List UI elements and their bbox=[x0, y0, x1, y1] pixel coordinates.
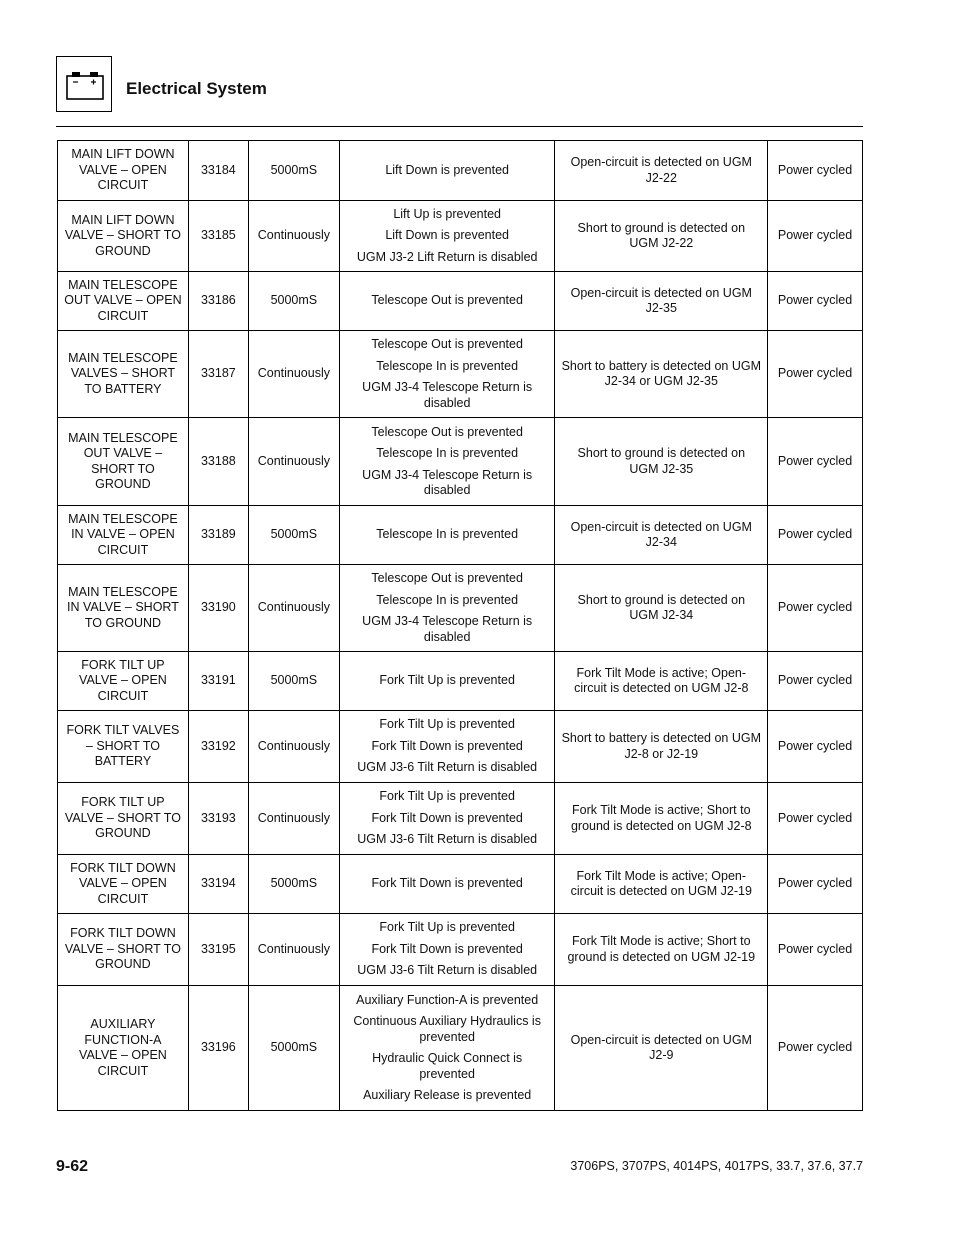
detection-time-cell: Continuously bbox=[248, 565, 339, 652]
detection-time-cell: Continuously bbox=[248, 331, 339, 418]
recovery-cell: Power cycled bbox=[768, 201, 863, 272]
action-item: Hydraulic Quick Connect is prevented bbox=[372, 1051, 523, 1081]
action-cell bbox=[339, 272, 555, 331]
fault-name-cell: MAIN LIFT DOWN VALVE – SHORT TO GROUND bbox=[58, 201, 189, 272]
fault-condition-cell: Short to battery is detected on UGM J2-8 or J2-19 bbox=[555, 711, 768, 783]
fault-code-cell: 33188 bbox=[188, 418, 248, 506]
fault-name-cell: MAIN TELESCOPE IN VALVE – SHORT TO GROUND bbox=[58, 565, 189, 652]
detection-time-cell: Continuously bbox=[248, 783, 339, 855]
recovery-cell: Power cycled bbox=[768, 141, 863, 201]
table-row bbox=[58, 418, 863, 506]
fault-name-cell: MAIN TELESCOPE OUT VALVE – OPEN CIRCUIT bbox=[58, 272, 189, 331]
table-row bbox=[58, 711, 863, 783]
action-item: Telescope In is prevented bbox=[376, 527, 519, 542]
battery-icon-box bbox=[56, 56, 112, 112]
fault-name-cell: FORK TILT UP VALVE – SHORT TO GROUND bbox=[58, 783, 189, 855]
action-item: Telescope In is prevented bbox=[376, 592, 519, 607]
recovery-cell: Power cycled bbox=[768, 331, 863, 418]
fault-code-cell: 33194 bbox=[188, 855, 248, 914]
table-row bbox=[58, 506, 863, 565]
fault-condition-cell: Short to ground is detected on UGM J2-34 bbox=[555, 565, 768, 652]
fault-code-cell: 33186 bbox=[188, 272, 248, 331]
action-cell bbox=[339, 711, 555, 783]
action-item: Fork Tilt Up is prevented bbox=[379, 789, 515, 804]
fault-condition-cell: Fork Tilt Mode is active; Open-circuit is detected on UGM J2-8 bbox=[555, 652, 768, 711]
action-item: Telescope Out is prevented bbox=[371, 337, 523, 351]
action-cell bbox=[339, 783, 555, 855]
action-cell bbox=[339, 652, 555, 711]
fault-code-cell: 33195 bbox=[188, 914, 248, 986]
fault-code-cell: 33191 bbox=[188, 652, 248, 711]
detection-time-cell: 5000mS bbox=[248, 506, 339, 565]
fault-condition-cell: Open-circuit is detected on UGM J2-22 bbox=[555, 141, 768, 201]
fault-name-cell: MAIN TELESCOPE VALVES – SHORT TO BATTERY bbox=[58, 331, 189, 418]
action-item: Telescope Out is prevented bbox=[371, 424, 523, 439]
detection-time-cell: 5000mS bbox=[248, 986, 339, 1111]
table-row bbox=[58, 855, 863, 914]
fault-name-cell: AUXILIARY FUNCTION-A VALVE – OPEN CIRCUIT bbox=[58, 986, 189, 1111]
recovery-cell: Power cycled bbox=[768, 272, 863, 331]
fault-name-cell: FORK TILT DOWN VALVE – SHORT TO GROUND bbox=[58, 914, 189, 986]
fault-condition-cell: Short to ground is detected on UGM J2-22 bbox=[555, 201, 768, 272]
action-item: Fork Tilt Up is prevented bbox=[379, 673, 515, 688]
detection-time-cell: 5000mS bbox=[248, 272, 339, 331]
recovery-cell: Power cycled bbox=[768, 506, 863, 565]
table-row bbox=[58, 783, 863, 855]
table-row bbox=[58, 141, 863, 201]
action-item: Fork Tilt Down is prevented bbox=[371, 738, 523, 753]
fault-code-cell: 33193 bbox=[188, 783, 248, 855]
action-item: Lift Down is prevented bbox=[385, 228, 509, 243]
fault-code-cell: 33190 bbox=[188, 565, 248, 652]
fault-condition-cell: Short to ground is detected on UGM J2-35 bbox=[555, 418, 768, 506]
action-item: Fork Tilt Down is prevented bbox=[371, 810, 523, 825]
action-item: UGM J3-4 Telescope Return is disabled bbox=[362, 467, 533, 497]
action-item: Fork Tilt Up is prevented bbox=[379, 717, 515, 732]
action-item: UGM J3-4 Telescope Return is disabled bbox=[362, 614, 533, 644]
action-item: Lift Down is prevented bbox=[385, 162, 509, 177]
action-cell bbox=[339, 986, 555, 1111]
fault-name-cell: FORK TILT DOWN VALVE – OPEN CIRCUIT bbox=[58, 855, 189, 914]
table-row bbox=[58, 201, 863, 272]
table-row bbox=[58, 565, 863, 652]
table-row bbox=[58, 272, 863, 331]
fault-name-cell: FORK TILT UP VALVE – OPEN CIRCUIT bbox=[58, 652, 189, 711]
detection-time-cell: Continuously bbox=[248, 418, 339, 506]
action-item: Telescope In is prevented bbox=[376, 358, 519, 373]
action-item: Lift Up is prevented bbox=[393, 206, 502, 221]
fault-condition-cell: Fork Tilt Mode is active; Short to ground is detected on UGM J2-19 bbox=[555, 914, 768, 986]
fault-condition-cell: Open-circuit is detected on UGM J2-35 bbox=[555, 272, 768, 331]
detection-time-cell: Continuously bbox=[248, 711, 339, 783]
fault-condition-cell: Fork Tilt Mode is active; Short to ground is detected on UGM J2-8 bbox=[555, 783, 768, 855]
fault-condition-cell: Open-circuit is detected on UGM J2-34 bbox=[555, 506, 768, 565]
table-row bbox=[58, 331, 863, 418]
action-item: UGM J3-4 Telescope Return is disabled bbox=[362, 380, 533, 410]
detection-time-cell: 5000mS bbox=[248, 855, 339, 914]
action-item: Telescope Out is prevented bbox=[371, 571, 523, 585]
model-list: 3706PS, 3707PS, 4014PS, 4017PS, 33.7, 37.6, 37.7 bbox=[570, 1159, 863, 1173]
fault-code-cell: 33187 bbox=[188, 331, 248, 418]
fault-code-cell: 33196 bbox=[188, 986, 248, 1111]
action-item: UGM J3-2 Lift Return is disabled bbox=[356, 249, 538, 264]
action-item: Continuous Auxiliary Hydraulics is prevented bbox=[353, 1014, 541, 1044]
header-divider bbox=[56, 126, 863, 127]
action-cell bbox=[339, 565, 555, 652]
action-cell bbox=[339, 914, 555, 986]
action-item: UGM J3-6 Tilt Return is disabled bbox=[357, 760, 538, 775]
action-item: Auxiliary Release is prevented bbox=[363, 1088, 532, 1102]
action-item: Telescope In is prevented bbox=[376, 446, 519, 460]
table-row bbox=[58, 652, 863, 711]
action-cell bbox=[339, 855, 555, 914]
action-item: Auxiliary Function-A is prevented bbox=[356, 992, 539, 1007]
action-item: Fork Tilt Down is prevented bbox=[371, 941, 523, 956]
fault-code-cell: 33184 bbox=[188, 141, 248, 201]
battery-icon bbox=[57, 57, 111, 111]
recovery-cell: Power cycled bbox=[768, 565, 863, 652]
action-cell bbox=[339, 201, 555, 272]
recovery-cell: Power cycled bbox=[768, 855, 863, 914]
action-cell bbox=[339, 141, 555, 201]
fault-name-cell: MAIN LIFT DOWN VALVE – OPEN CIRCUIT bbox=[58, 141, 189, 201]
action-item: Telescope Out is prevented bbox=[371, 293, 523, 308]
fault-code-cell: 33189 bbox=[188, 506, 248, 565]
detection-time-cell: Continuously bbox=[248, 201, 339, 272]
recovery-cell: Power cycled bbox=[768, 711, 863, 783]
action-item: Fork Tilt Up is prevented bbox=[379, 920, 515, 935]
action-cell bbox=[339, 418, 555, 506]
detection-time-cell: Continuously bbox=[248, 914, 339, 986]
fault-condition-cell: Open-circuit is detected on UGM J2-9 bbox=[555, 986, 768, 1111]
table-row bbox=[58, 914, 863, 986]
page-number: 9-62 bbox=[56, 1158, 89, 1175]
recovery-cell: Power cycled bbox=[768, 986, 863, 1111]
action-cell bbox=[339, 506, 555, 565]
action-cell bbox=[339, 331, 555, 418]
table-row bbox=[58, 986, 863, 1111]
detection-time-cell: 5000mS bbox=[248, 652, 339, 711]
detection-time-cell: 5000mS bbox=[248, 141, 339, 201]
fault-name-cell: MAIN TELESCOPE OUT VALVE – SHORT TO GROUND bbox=[58, 418, 189, 506]
action-item: Fork Tilt Down is prevented bbox=[371, 876, 523, 891]
action-item: UGM J3-6 Tilt Return is disabled bbox=[357, 832, 538, 847]
fault-name-cell: MAIN TELESCOPE IN VALVE – OPEN CIRCUIT bbox=[58, 506, 189, 565]
fault-condition-cell: Short to battery is detected on UGM J2-34 or UGM J2-35 bbox=[555, 331, 768, 418]
fault-code-cell: 33185 bbox=[188, 201, 248, 272]
fault-code-cell: 33192 bbox=[188, 711, 248, 783]
fault-condition-cell: Fork Tilt Mode is active; Open-circuit is detected on UGM J2-19 bbox=[555, 855, 768, 914]
action-item: UGM J3-6 Tilt Return is disabled bbox=[357, 963, 538, 978]
recovery-cell: Power cycled bbox=[768, 914, 863, 986]
recovery-cell: Power cycled bbox=[768, 783, 863, 855]
fault-code-table bbox=[57, 140, 863, 1111]
page-title: Electrical System bbox=[126, 79, 267, 98]
fault-name-cell: FORK TILT VALVES – SHORT TO BATTERY bbox=[58, 711, 189, 783]
recovery-cell: Power cycled bbox=[768, 418, 863, 506]
recovery-cell: Power cycled bbox=[768, 652, 863, 711]
